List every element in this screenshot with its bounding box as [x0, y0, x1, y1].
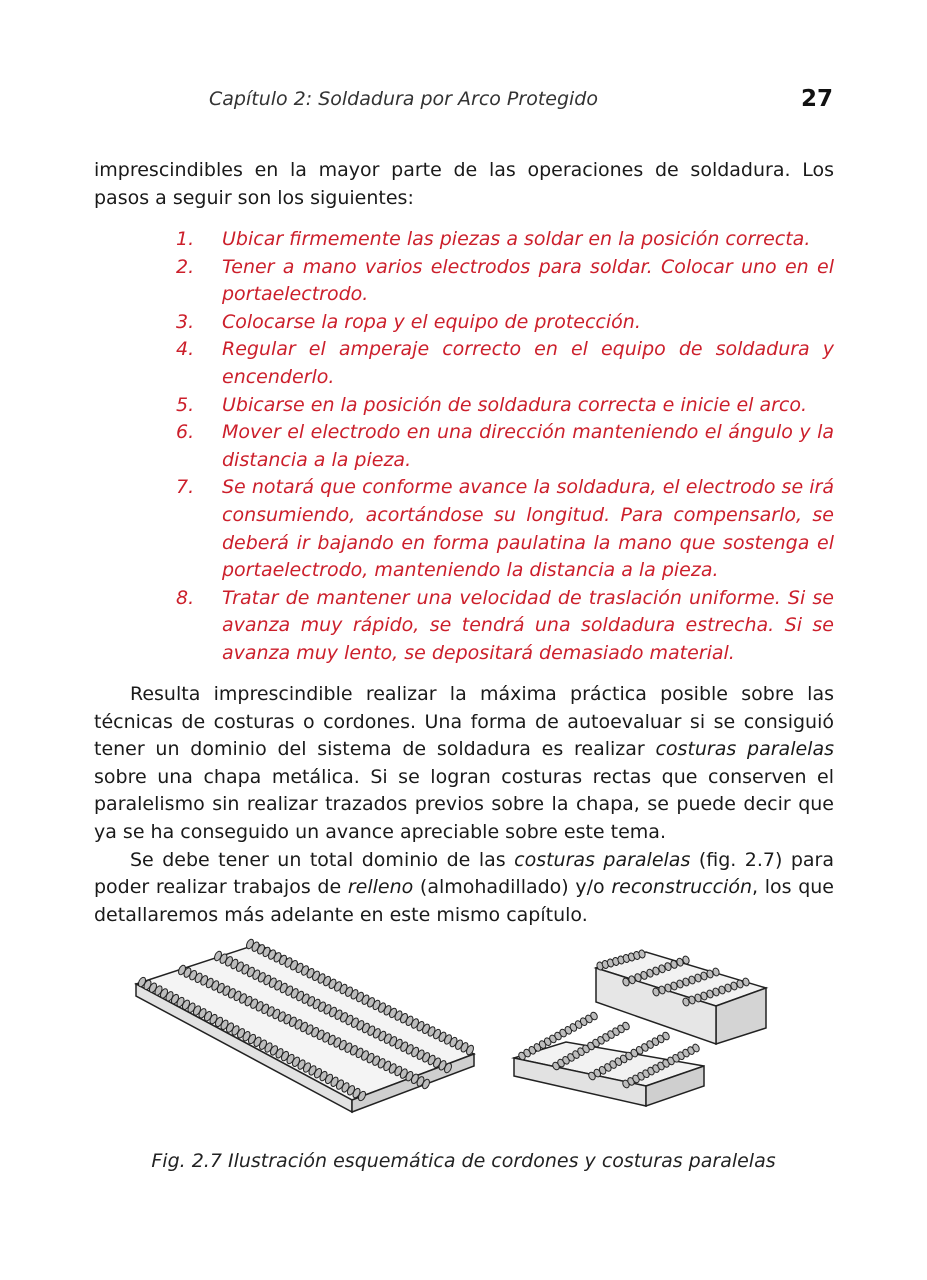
- step-text: Tener a mano varios electrodos para soldar. Colocar uno en el portaelectrodo.: [222, 255, 834, 306]
- text-run: (fig. 2.7) para poder realizar trabajos de: [94, 848, 834, 899]
- emphasis-term: reconstrucción: [611, 876, 752, 899]
- step-text: Colocarse la ropa y el equipo de protección.: [222, 310, 641, 333]
- step-number: 6.: [176, 421, 195, 444]
- weld-beads-drawing: [126, 936, 776, 1146]
- step-item: [160, 254, 834, 309]
- paragraph-mastery: [94, 847, 834, 930]
- step-number: 2.: [176, 255, 195, 278]
- step-text: Regular el amperaje correcto en el equipo de soldadura y encenderlo.: [222, 338, 834, 388]
- step-number: 5.: [176, 393, 195, 416]
- step-item: [160, 336, 834, 391]
- step-text: Ubicar firmemente las piezas a soldar en la posición correcta.: [222, 228, 811, 250]
- step-text: Mover el electrodo en una dirección manteniendo el ángulo y la distancia a la pieza.: [222, 421, 834, 471]
- flat-plate-with-beads: [136, 938, 475, 1112]
- paragraph-practice: [94, 681, 834, 847]
- step-item: [160, 474, 834, 584]
- figure-caption: Fig. 2.7 Ilustración esquemática de cordones y costuras paralelas: [151, 1150, 776, 1172]
- step-item: [160, 585, 834, 668]
- step-item: [160, 419, 834, 474]
- text-run: sobre una chapa metálica. Si se logran costuras rectas que conserven el paralelismo sin realizar trazados previos sobre la chapa, se puede decir que ya se ha conseguido un avance apreciable sobre este tema.: [94, 765, 834, 843]
- step-number: 8.: [176, 586, 195, 609]
- text-run: , los que detallaremos más adelante en este mismo capítulo.: [94, 876, 834, 926]
- body-paragraphs: [94, 681, 834, 929]
- step-text: Se notará que conforme avance la soldadura, el electrodo se irá consumiendo, acortándose su longitud. Para compensarlo, se deberá ir bajando en forma paulatina la mano que sostenga el portaelectrodo, manteniendo la distancia a la pieza.: [222, 476, 834, 582]
- intro-text: imprescindibles en la mayor parte de las operaciones de soldadura. Los pasos a seguir son los siguientes:: [94, 159, 834, 209]
- step-number: 4.: [176, 338, 195, 361]
- steps-list: [160, 226, 834, 668]
- emphasis-term: costuras paralelas: [514, 848, 691, 871]
- step-number: 7.: [176, 476, 195, 499]
- step-number: 3.: [176, 310, 195, 333]
- step-text: Ubicarse en la posición de soldadura correcta e inicie el arco.: [222, 393, 808, 416]
- intro-paragraph: [94, 157, 834, 212]
- page-number: 27: [800, 86, 833, 112]
- step-item: [160, 392, 834, 420]
- welding-illustration: [126, 936, 776, 1146]
- emphasis-term: costuras paralelas: [655, 738, 834, 761]
- step-item: [160, 309, 834, 337]
- text-run: (almohadillado) y/o: [413, 876, 612, 899]
- chapter-title: Capítulo 2: Soldadura por Arco Protegido: [209, 88, 598, 110]
- joined-plates-with-beads: [514, 949, 766, 1106]
- step-item: [160, 226, 834, 254]
- text-run: Se debe tener un total dominio de las: [130, 848, 515, 871]
- step-number: 1.: [176, 228, 195, 250]
- step-text: Tratar de mantener una velocidad de traslación uniforme. Si se avanza muy rápido, se tendrá una soldadura estrecha. Si se avanza muy lento, se depositará demasiado material.: [222, 586, 834, 664]
- text-run: Resulta imprescindible realizar la máxima práctica posible sobre las técnicas de costuras o cordones. Una forma de autoevaluar si se consiguió tener un dominio del sistema de soldadura es realizar: [94, 683, 834, 761]
- emphasis-term: relleno: [347, 876, 414, 899]
